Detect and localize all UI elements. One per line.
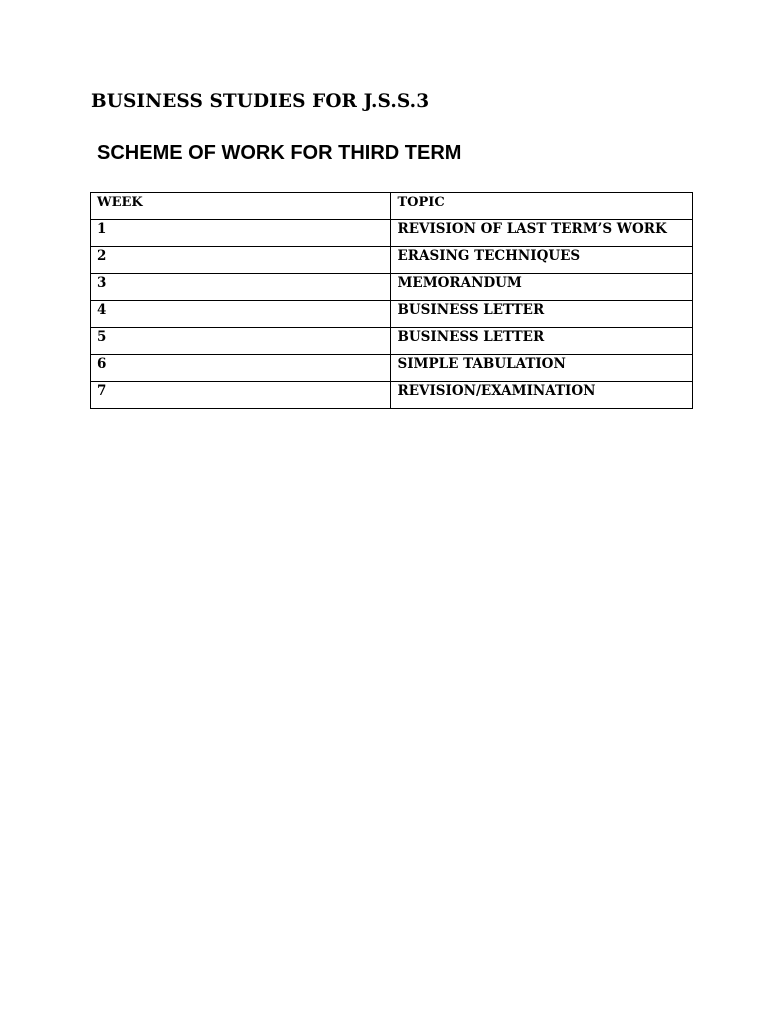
week-cell: 7 (91, 382, 391, 409)
week-cell: 6 (91, 355, 391, 382)
topic-cell: ERASING TECHNIQUES (391, 247, 693, 274)
week-column-header: WEEK (91, 193, 391, 220)
week-cell: 1 (91, 220, 391, 247)
topic-column-header: TOPIC (391, 193, 693, 220)
table-row (91, 328, 693, 355)
table-row (91, 247, 693, 274)
topic-cell: BUSINESS LETTER (391, 328, 693, 355)
document-title: BUSINESS STUDIES FOR J.S.S.3 (91, 91, 430, 112)
topic-cell: SIMPLE TABULATION (391, 355, 693, 382)
topic-cell: BUSINESS LETTER (391, 301, 693, 328)
topic-cell: MEMORANDUM (391, 274, 693, 301)
table-row (91, 274, 693, 301)
table-header-row (91, 193, 693, 220)
topic-cell: REVISION OF LAST TERM’S WORK (391, 220, 693, 247)
document-subtitle: SCHEME OF WORK FOR THIRD TERM (97, 142, 462, 164)
week-cell: 2 (91, 247, 391, 274)
scheme-of-work-table (90, 192, 693, 409)
week-cell: 3 (91, 274, 391, 301)
week-cell: 5 (91, 328, 391, 355)
table-row (91, 301, 693, 328)
table-row (91, 220, 693, 247)
week-cell: 4 (91, 301, 391, 328)
table-row (91, 355, 693, 382)
topic-cell: REVISION/EXAMINATION (391, 382, 693, 409)
table-row (91, 382, 693, 409)
